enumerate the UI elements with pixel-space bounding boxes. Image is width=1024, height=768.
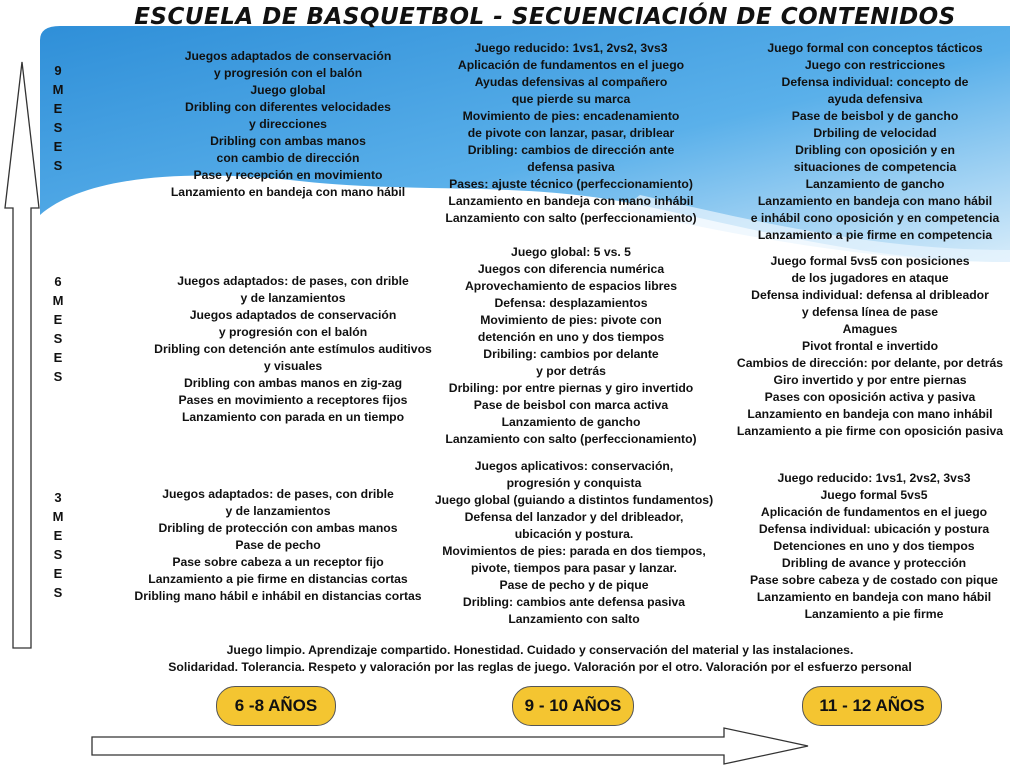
period-letter: E xyxy=(53,312,63,327)
content-line: Juegos adaptados: de pases, con drible xyxy=(162,487,394,501)
content-line: Pase sobre cabeza a un receptor fijo xyxy=(172,555,384,569)
content-line: Juegos aplicativos: conservación, xyxy=(474,459,674,473)
content-line: Dribling mano hábil e inhábil en distancias cortas xyxy=(134,589,422,603)
content-line: Juegos adaptados de conservación xyxy=(184,49,392,63)
content-line: y progresión con el balón xyxy=(213,66,363,80)
period-letter: S xyxy=(53,585,63,600)
cell-6m-9-10 xyxy=(426,244,716,448)
period-letter: E xyxy=(53,528,63,543)
content-line: Dribling de protección con ambas manos xyxy=(158,521,398,535)
content-line: Cambios de dirección: por delante, por detrás xyxy=(736,356,1004,370)
cell-3m-11-12 xyxy=(735,470,1013,623)
period-letter: E xyxy=(53,101,63,116)
period-letter: 6 xyxy=(54,274,62,289)
content-line: situaciones de competencia xyxy=(793,160,957,174)
vertical-arrow xyxy=(5,62,39,648)
content-line: Dribling: cambios de dirección ante xyxy=(467,143,675,157)
content-line: Drbiling: por entre piernas y giro invertido xyxy=(448,381,694,395)
content-line: Lanzamiento en bandeja con mano hábil xyxy=(756,590,992,604)
period-label-3-meses xyxy=(50,488,66,602)
content-line: y direcciones xyxy=(249,117,327,131)
content-line: Dribling con detención ante estímulos auditivos xyxy=(154,342,432,356)
content-line: Drbiling de velocidad xyxy=(813,126,937,140)
content-line: Pase de beisbol y de gancho xyxy=(791,109,959,123)
content-line: Dribling con diferentes velocidades xyxy=(185,100,391,114)
cell-6m-11-12 xyxy=(724,253,1016,440)
content-line: Juego global (guiando a distintos fundamentos) xyxy=(434,493,714,507)
cell-9m-11-12 xyxy=(735,40,1015,244)
content-line: Defensa individual: concepto de xyxy=(781,75,969,89)
page-title: ESCUELA DE BASQUETBOL - SECUENCIACIÓN DE CONTENIDOS xyxy=(134,4,956,30)
content-line: y defensa línea de pase xyxy=(801,305,939,319)
content-line: Dribling: cambios ante defensa pasiva xyxy=(462,595,686,609)
content-line: Pase de beisbol con marca activa xyxy=(473,398,669,412)
content-line: Lanzamiento de gancho xyxy=(805,177,945,191)
period-label-6-meses xyxy=(50,272,66,386)
content-line: Pase y recepción en movimiento xyxy=(193,168,383,182)
content-line: Lanzamiento de gancho xyxy=(501,415,641,429)
content-line: Lanzamiento en bandeja con mano inhábil xyxy=(448,194,694,208)
content-line: y por detrás xyxy=(536,364,606,378)
content-line: Lanzamiento a pie firme en distancias cortas xyxy=(148,572,408,586)
content-line: Dribling con ambas manos en zig-zag xyxy=(183,376,403,390)
content-line: e inhábil cono oposición y en competencia xyxy=(750,211,1000,225)
content-line: Detenciones en uno y dos tiempos xyxy=(773,539,975,553)
content-line: Ayudas defensivas al compañero xyxy=(474,75,668,89)
content-line: Pase de pecho y de pique xyxy=(499,578,649,592)
content-line: Dribling de avance y protección xyxy=(781,556,967,570)
period-letter: M xyxy=(52,509,64,524)
cell-6m-6-8 xyxy=(140,273,446,426)
content-line: y de lanzamientos xyxy=(225,504,331,518)
content-line: ubicación y postura. xyxy=(514,527,634,541)
content-line: Giro invertido y por entre piernas xyxy=(773,373,967,387)
cell-9m-6-8 xyxy=(150,48,426,201)
period-letter: M xyxy=(52,82,64,97)
content-line: Dribling con ambas manos xyxy=(210,134,366,148)
values-line-1: Juego limpio. Aprendizaje compartido. Honestidad. Cuidado y conservación del material y las instalaciones. xyxy=(226,643,854,657)
content-line: Pivot frontal e invertido xyxy=(801,339,939,353)
content-line: Movimiento de pies: pivote con xyxy=(480,313,662,327)
content-line: Pases: ajuste técnico (perfeccionamiento) xyxy=(449,177,693,191)
content-line: ayuda defensiva xyxy=(827,92,923,106)
content-line: Pases con oposición activa y pasiva xyxy=(764,390,976,404)
cell-3m-9-10 xyxy=(426,458,722,628)
content-line: Defensa: desplazamientos xyxy=(494,296,648,310)
content-line: Dribling con oposición y en xyxy=(795,143,955,157)
period-letter: E xyxy=(53,350,63,365)
content-line: Juego formal 5vs5 xyxy=(820,488,928,502)
values-line-2: Solidaridad. Tolerancia. Respeto y valoración por las reglas de juego. Valoración por el otro. Valoración por el esfuerzo personal xyxy=(168,660,912,674)
period-letter: E xyxy=(53,139,63,154)
content-line: Juegos adaptados: de pases, con drible xyxy=(177,274,409,288)
content-line: Lanzamiento con salto (perfeccionamiento) xyxy=(445,432,697,446)
content-line: Lanzamiento con parada en un tiempo xyxy=(181,410,405,424)
content-line: Juego con restricciones xyxy=(804,58,946,72)
period-letter: S xyxy=(53,547,63,562)
content-line: Amagues xyxy=(842,322,898,336)
values-text xyxy=(70,642,1010,676)
content-line: Defensa individual: ubicación y postura xyxy=(758,522,990,536)
period-letter: S xyxy=(53,331,63,346)
content-line: Juego global xyxy=(250,83,326,97)
content-line: Aplicación de fundamentos en el juego xyxy=(457,58,685,72)
content-line: Aprovechamiento de espacios libres xyxy=(464,279,677,293)
content-line: Defensa del lanzador y del dribleador, xyxy=(464,510,684,524)
content-line: Dribiling: cambios por delante xyxy=(483,347,659,361)
period-label-9-meses xyxy=(50,61,66,175)
period-letter: 3 xyxy=(54,490,62,505)
content-line: Lanzamiento en bandeja con mano inhábil xyxy=(747,407,993,421)
content-line: defensa pasiva xyxy=(527,160,615,174)
content-line: Lanzamiento a pie firme en competencia xyxy=(757,228,993,242)
period-letter: E xyxy=(53,566,63,581)
content-line: Pase de pecho xyxy=(235,538,321,552)
content-line: Lanzamiento en bandeja con mano hábil xyxy=(170,185,406,199)
period-letter: S xyxy=(53,120,63,135)
content-line: y progresión con el balón xyxy=(218,325,368,339)
content-line: y visuales xyxy=(263,359,323,373)
content-line: con cambio de dirección xyxy=(216,151,360,165)
content-line: Juego formal 5vs5 con posiciones xyxy=(770,254,970,268)
content-line: progresión y conquista xyxy=(506,476,642,490)
period-letter: M xyxy=(52,293,64,308)
content-line: Juegos con diferencia numérica xyxy=(477,262,665,276)
content-line: Movimientos de pies: parada en dos tiempos, xyxy=(442,544,706,558)
content-line: Lanzamiento con salto (perfeccionamiento) xyxy=(445,211,697,225)
content-line: pivote, tiempos para pasar y lanzar. xyxy=(471,561,677,575)
content-line: Lanzamiento a pie firme xyxy=(804,607,944,621)
age-group-9-10: 9 - 10 AÑOS xyxy=(512,686,634,726)
cell-3m-6-8 xyxy=(126,486,430,605)
content-line: y de lanzamientos xyxy=(240,291,346,305)
age-group-11-12: 11 - 12 AÑOS xyxy=(802,686,942,726)
horizontal-arrow xyxy=(92,728,808,764)
content-line: Lanzamiento con salto xyxy=(508,612,640,626)
content-line: Juego reducido: 1vs1, 2vs2, 3vs3 xyxy=(474,41,668,55)
content-line: Movimiento de pies: encadenamiento xyxy=(462,109,680,123)
content-line: detención en uno y dos tiempos xyxy=(477,330,665,344)
content-line: de pivote con lanzar, pasar, driblear xyxy=(467,126,675,140)
content-line: Lanzamiento a pie firme con oposición pasiva xyxy=(736,424,1004,438)
content-line: que pierde su marca xyxy=(511,92,631,106)
content-line: de los jugadores en ataque xyxy=(791,271,949,285)
content-line: Lanzamiento en bandeja con mano hábil xyxy=(757,194,993,208)
content-line: Juegos adaptados de conservación xyxy=(189,308,397,322)
content-line: Defensa individual: defensa al dribleador xyxy=(751,288,989,302)
content-line: Juego reducido: 1vs1, 2vs2, 3vs3 xyxy=(777,471,971,485)
cell-9m-9-10 xyxy=(430,40,712,227)
content-line: Aplicación de fundamentos en el juego xyxy=(760,505,988,519)
content-line: Pase sobre cabeza y de costado con pique xyxy=(750,573,998,587)
period-letter: S xyxy=(53,158,63,173)
content-line: Juego formal con conceptos tácticos xyxy=(767,41,983,55)
content-line: Juego global: 5 vs. 5 xyxy=(511,245,631,259)
age-group-6-8: 6 -8 AÑOS xyxy=(216,686,336,726)
period-letter: 9 xyxy=(54,63,62,78)
period-letter: S xyxy=(53,369,63,384)
content-line: Pases en movimiento a receptores fijos xyxy=(178,393,408,407)
